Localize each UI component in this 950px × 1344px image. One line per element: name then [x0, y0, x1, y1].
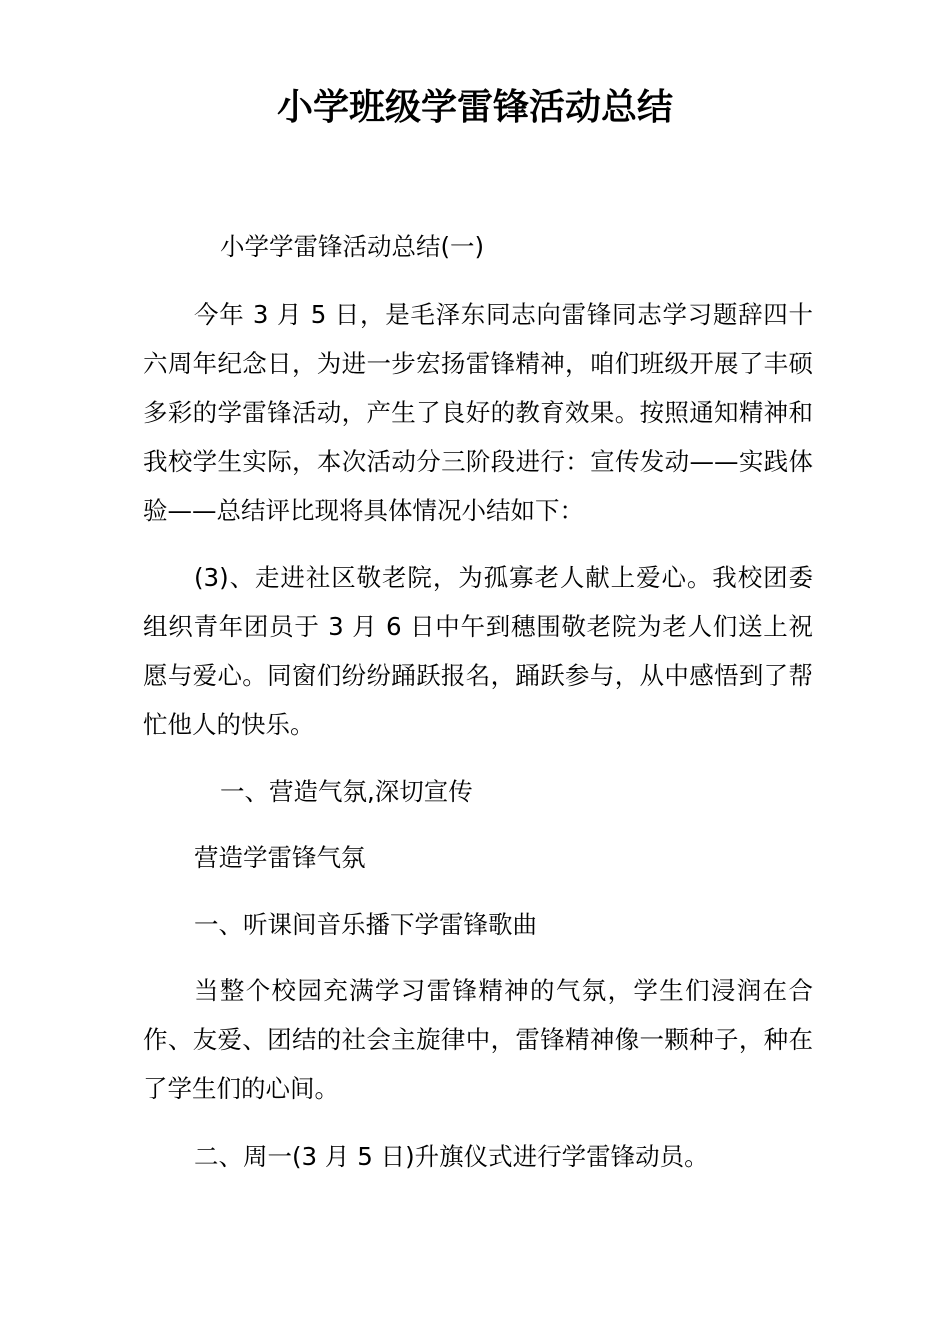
paragraph-flag-ceremony: 二、周一(3 月 5 日)升旗仪式进行学雷锋动员。 [194, 1142, 709, 1171]
paragraph-nursing-home: (3)、走进社区敬老院，为孤寡老人献上爱心。我校团委组织青年团员于 3 月 6 日中午到穗围敬老院为老人们送上祝愿与爱心。同窗们纷纷踊跃报名，踊跃参与，从中感悟到了帮忙他人的快乐。 [143, 563, 813, 739]
document-title: 小学班级学雷锋活动总结 [276, 87, 673, 128]
section-subtitle: 小学学雷锋活动总结(一) [220, 232, 485, 261]
section-heading: 一、营造气氛,深切宣传 [220, 777, 473, 806]
paragraph-music: 一、听课间音乐播下学雷锋歌曲 [194, 910, 537, 939]
paragraph-intro: 今年 3 月 5 日，是毛泽东同志向雷锋同志学习题辞四十六周年纪念日，为进一步宏扬雷锋精神，咱们班级开展了丰硕多彩的学雷锋活动，产生了良好的教育效果。按照通知精神和我校学生实际，本次活动分三阶段进行：宣传发动——实践体验——总结评比现将具体情况小结如下： [143, 300, 813, 525]
paragraph-atmosphere: 营造学雷锋气氛 [194, 843, 366, 872]
paragraph-campus: 当整个校园充满学习雷锋精神的气氛，学生们浸润在合作、友爱、团结的社会主旋律中，雷锋精神像一颗种子，种在了学生们的心间。 [143, 976, 813, 1103]
